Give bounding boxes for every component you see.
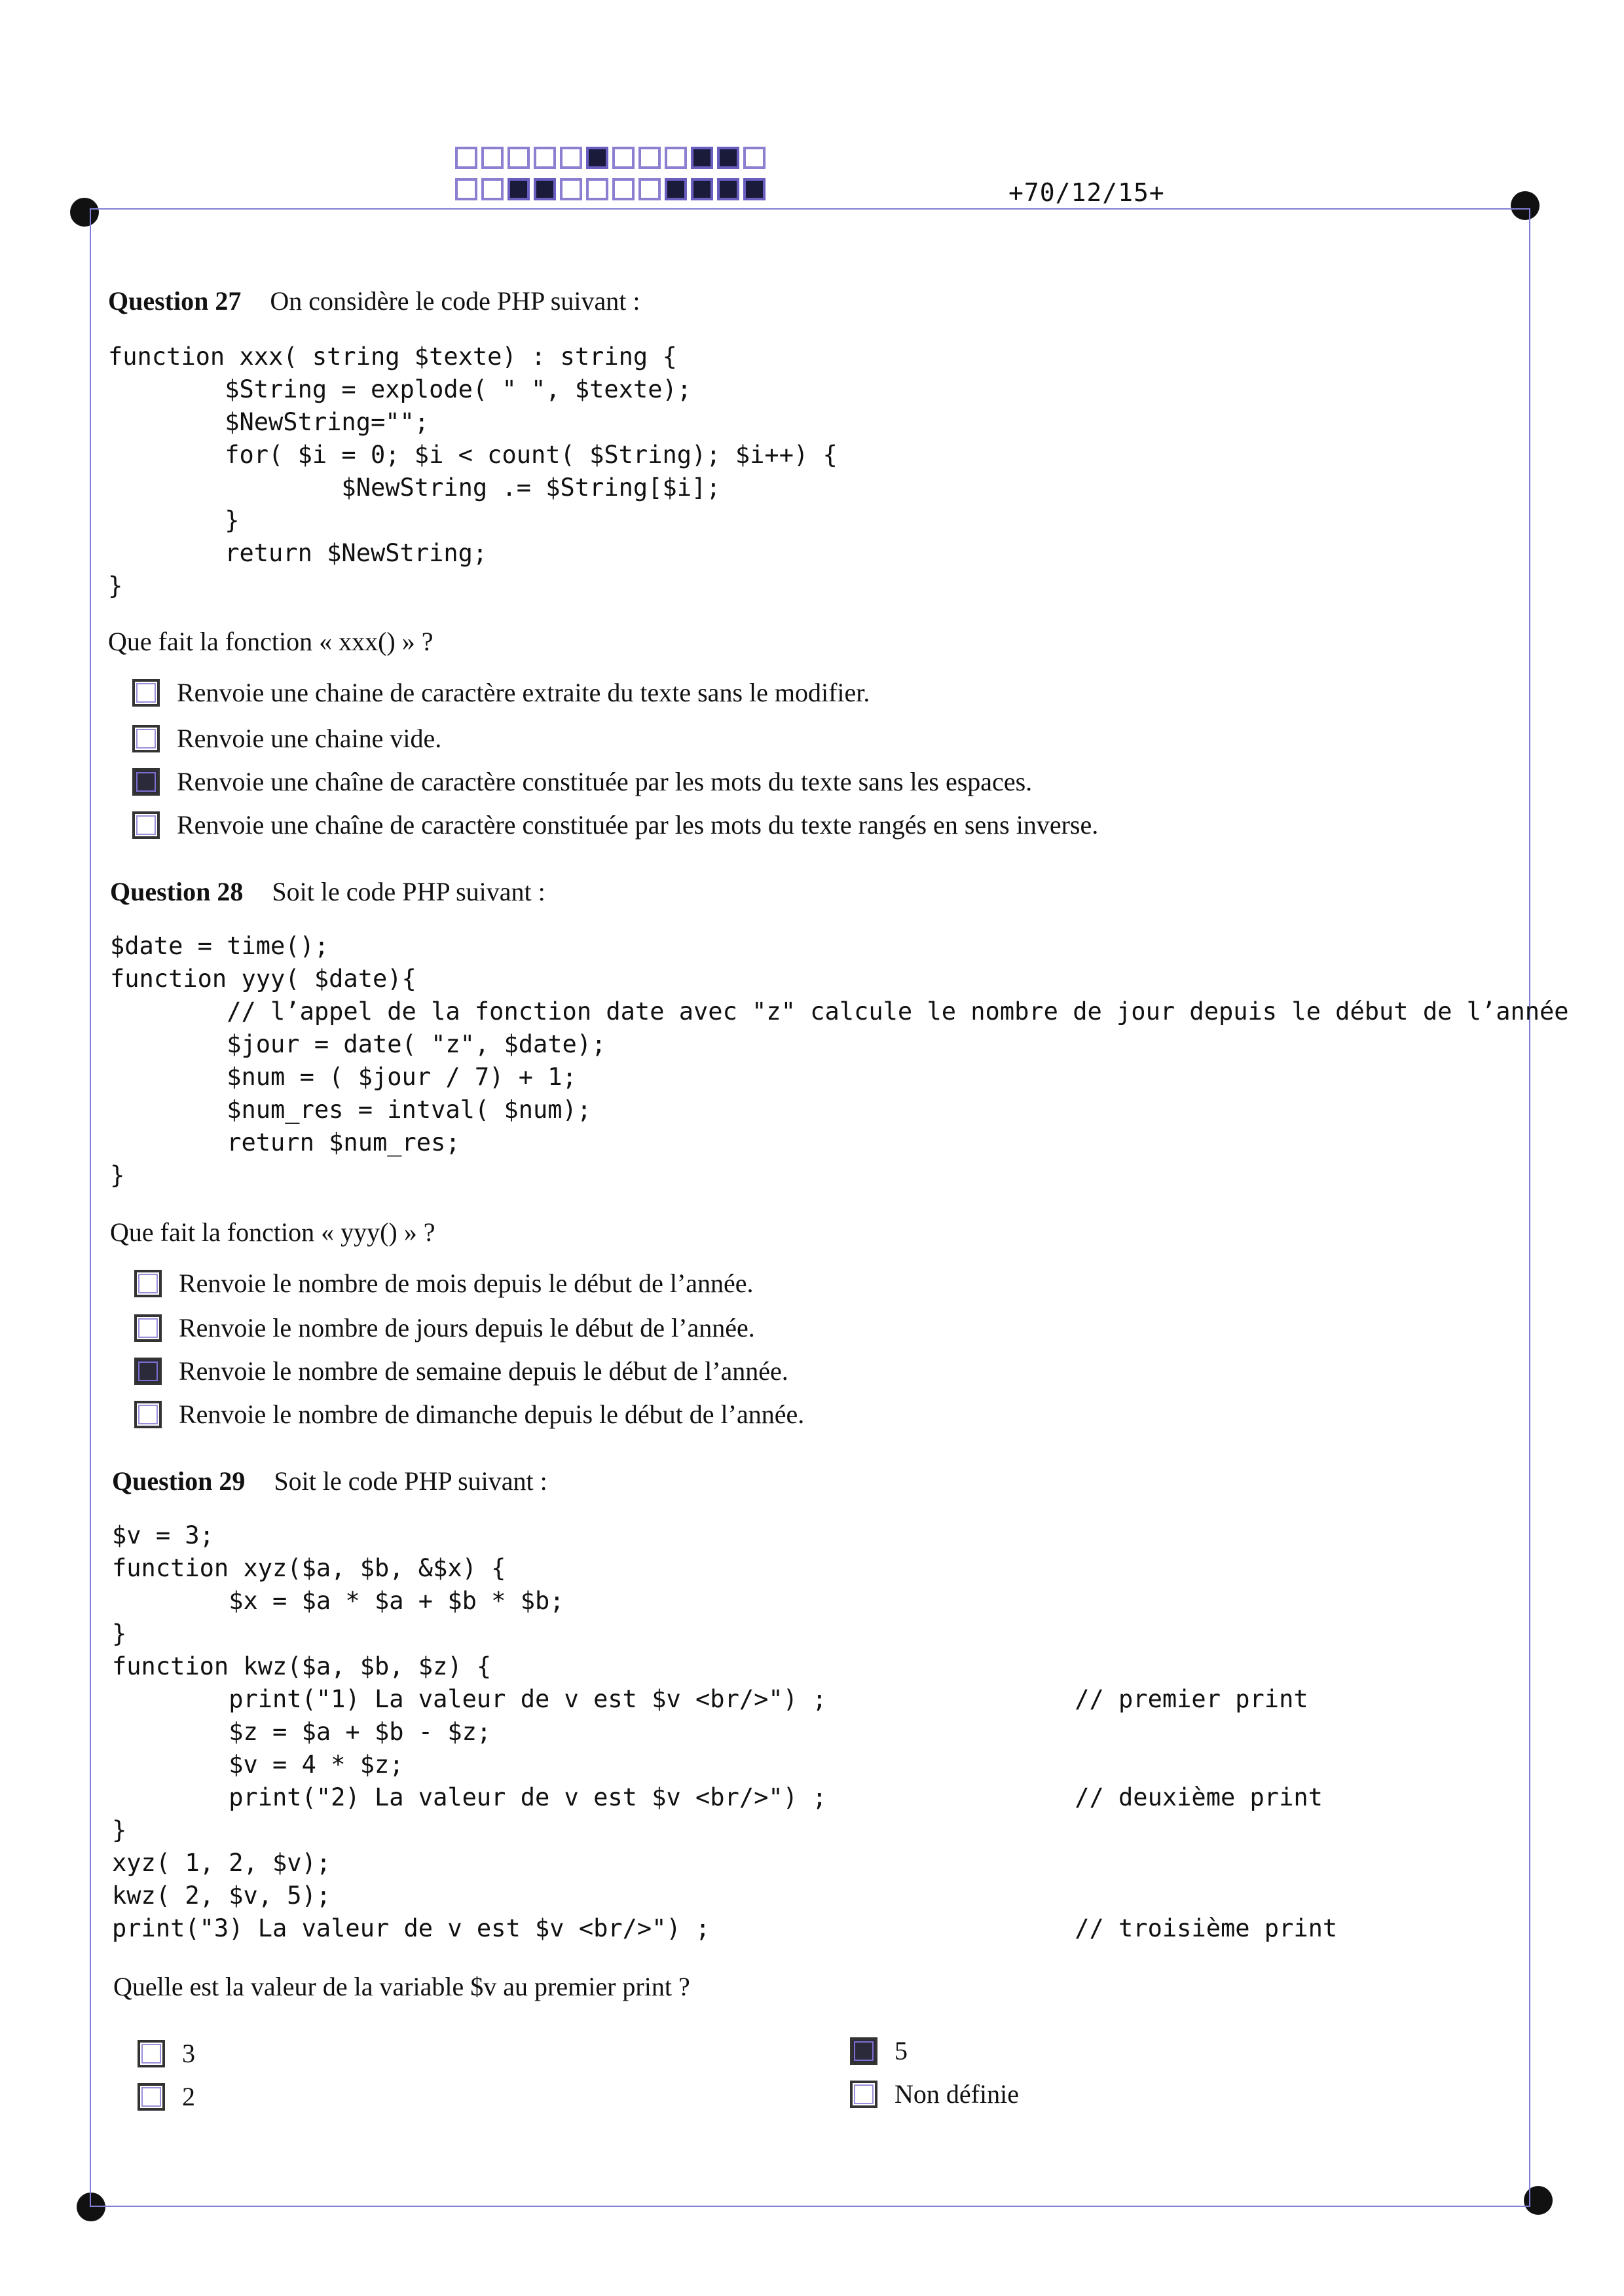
question-29-header: [112, 1466, 547, 1496]
barcode-cell: [534, 147, 556, 169]
option-label: Renvoie le nombre de mois depuis le début de l’année.: [179, 1268, 754, 1298]
question-28-option-2[interactable]: [134, 1312, 755, 1343]
option-label: 2: [182, 2082, 195, 2111]
barcode-cell: [717, 178, 739, 200]
question-28-prompt: Que fait la fonction « yyy() » ?: [110, 1217, 435, 1247]
barcode-cell: [691, 178, 713, 200]
option-label: Renvoie le nombre de semaine depuis le début de l’année.: [179, 1356, 788, 1386]
barcode-cell: [586, 178, 608, 200]
question-29-option-2[interactable]: [138, 2081, 195, 2112]
barcode-cell: [665, 147, 687, 169]
barcode-cell: [560, 178, 582, 200]
barcode-cell: [560, 147, 582, 169]
barcode-cell: [507, 178, 530, 200]
question-27-option-2[interactable]: [132, 723, 441, 754]
answer-checkbox[interactable]: [850, 2037, 877, 2065]
answer-checkbox[interactable]: [134, 1270, 162, 1297]
barcode-cell: [743, 178, 766, 200]
question-intro: Soit le code PHP suivant :: [274, 1466, 547, 1496]
option-label: Renvoie le nombre de jours depuis le début de l’année.: [179, 1313, 755, 1342]
question-27-header: [108, 286, 640, 316]
question-27-option-4[interactable]: [132, 809, 1098, 840]
barcode-cell: [481, 178, 504, 200]
barcode-cell: [665, 178, 687, 200]
answer-checkbox[interactable]: [134, 1358, 162, 1385]
question-29-code: $v = 3; function xyz($a, $b, &$x) { $x = $a * $a + $b * $b; } function kwz($a, $b, $z) { print("1) La valeur de v est $v <br/>") ; // premier print $z = $a + $b - $z; $v = 4 * $z; print("2) La valeur de v est $v <br/>") ; // deuxième print } xyz( 1, 2, $v); kwz( 2, $v, 5); print("3) La valeur de v est $v <br/>") ; // troisième print: [112, 1521, 1338, 1942]
answer-checkbox[interactable]: [132, 811, 160, 839]
question-label: Question 27: [108, 286, 242, 316]
answer-checkbox[interactable]: [134, 1314, 162, 1342]
option-label: 5: [895, 2036, 908, 2065]
question-29-option-1[interactable]: [138, 2038, 195, 2069]
answer-checkbox[interactable]: [132, 679, 160, 707]
question-27-option-3[interactable]: [132, 766, 1032, 797]
question-27-code: function xxx( string $texte) : string { $String = explode( " ", $texte); $NewString=""; for( $i = 0; $i < count( $String); $i++) { $NewString .= $String[$i]; } return $NewString; }: [108, 343, 838, 600]
answer-checkbox[interactable]: [138, 2040, 165, 2067]
option-label: Renvoie une chaîne de caractère constituée par les mots du texte rangés en sens inverse.: [177, 810, 1099, 840]
barcode-cell: [638, 147, 661, 169]
page-id: +70/12/15+: [1008, 178, 1165, 207]
question-label: Question 28: [110, 877, 244, 906]
answer-checkbox[interactable]: [850, 2081, 877, 2108]
question-label: Question 29: [112, 1466, 246, 1496]
option-label: Renvoie une chaîne de caractère constituée par les mots du texte sans les espaces.: [177, 767, 1033, 796]
question-27-prompt: Que fait la fonction « xxx() » ?: [108, 627, 434, 656]
question-29-prompt: Quelle est la valeur de la variable $v au premier print ?: [113, 1972, 690, 2001]
question-27-option-1[interactable]: [132, 677, 870, 708]
option-label: Renvoie une chaine de caractère extraite du texte sans le modifier.: [177, 678, 870, 707]
option-label: Renvoie le nombre de dimanche depuis le début de l’année.: [179, 1399, 805, 1429]
barcode-cell: [717, 147, 739, 169]
barcode-cell: [586, 147, 608, 169]
question-28-option-4[interactable]: [134, 1399, 804, 1430]
question-intro: On considère le code PHP suivant :: [270, 286, 640, 316]
question-28-code: $date = time(); function yyy( $date){ // l’appel de la fonction date avec "z" calcule le nombre de jour depuis le début de l’année $jour = date( "z", $date); $num = ( $jour / 7) + 1; $num_res = intval( $num); return $num_res; }: [110, 932, 1569, 1189]
barcode-cell: [481, 147, 504, 169]
question-intro: Soit le code PHP suivant :: [272, 877, 545, 906]
question-28-option-1[interactable]: [134, 1268, 754, 1299]
barcode-cell: [507, 147, 530, 169]
question-29-option-4[interactable]: [850, 2079, 1019, 2109]
question-28-header: [110, 876, 545, 907]
barcode-cell: [455, 178, 477, 200]
barcode-row-bottom: [455, 178, 766, 200]
answer-checkbox[interactable]: [138, 2083, 165, 2111]
barcode-row-top: [455, 147, 766, 169]
answer-checkbox[interactable]: [132, 768, 160, 796]
question-29-option-3[interactable]: [850, 2035, 908, 2066]
option-label: 3: [182, 2039, 195, 2068]
question-28-option-3[interactable]: [134, 1356, 788, 1386]
option-label: Non définie: [895, 2079, 1019, 2109]
barcode-cell: [455, 147, 477, 169]
barcode-cell: [743, 147, 766, 169]
barcode-cell: [534, 178, 556, 200]
barcode-cell: [638, 178, 661, 200]
barcode-cell: [691, 147, 713, 169]
option-label: Renvoie une chaine vide.: [177, 724, 442, 753]
barcode-cell: [612, 147, 635, 169]
answer-checkbox[interactable]: [134, 1401, 162, 1428]
barcode-cell: [612, 178, 635, 200]
answer-checkbox[interactable]: [132, 725, 160, 752]
